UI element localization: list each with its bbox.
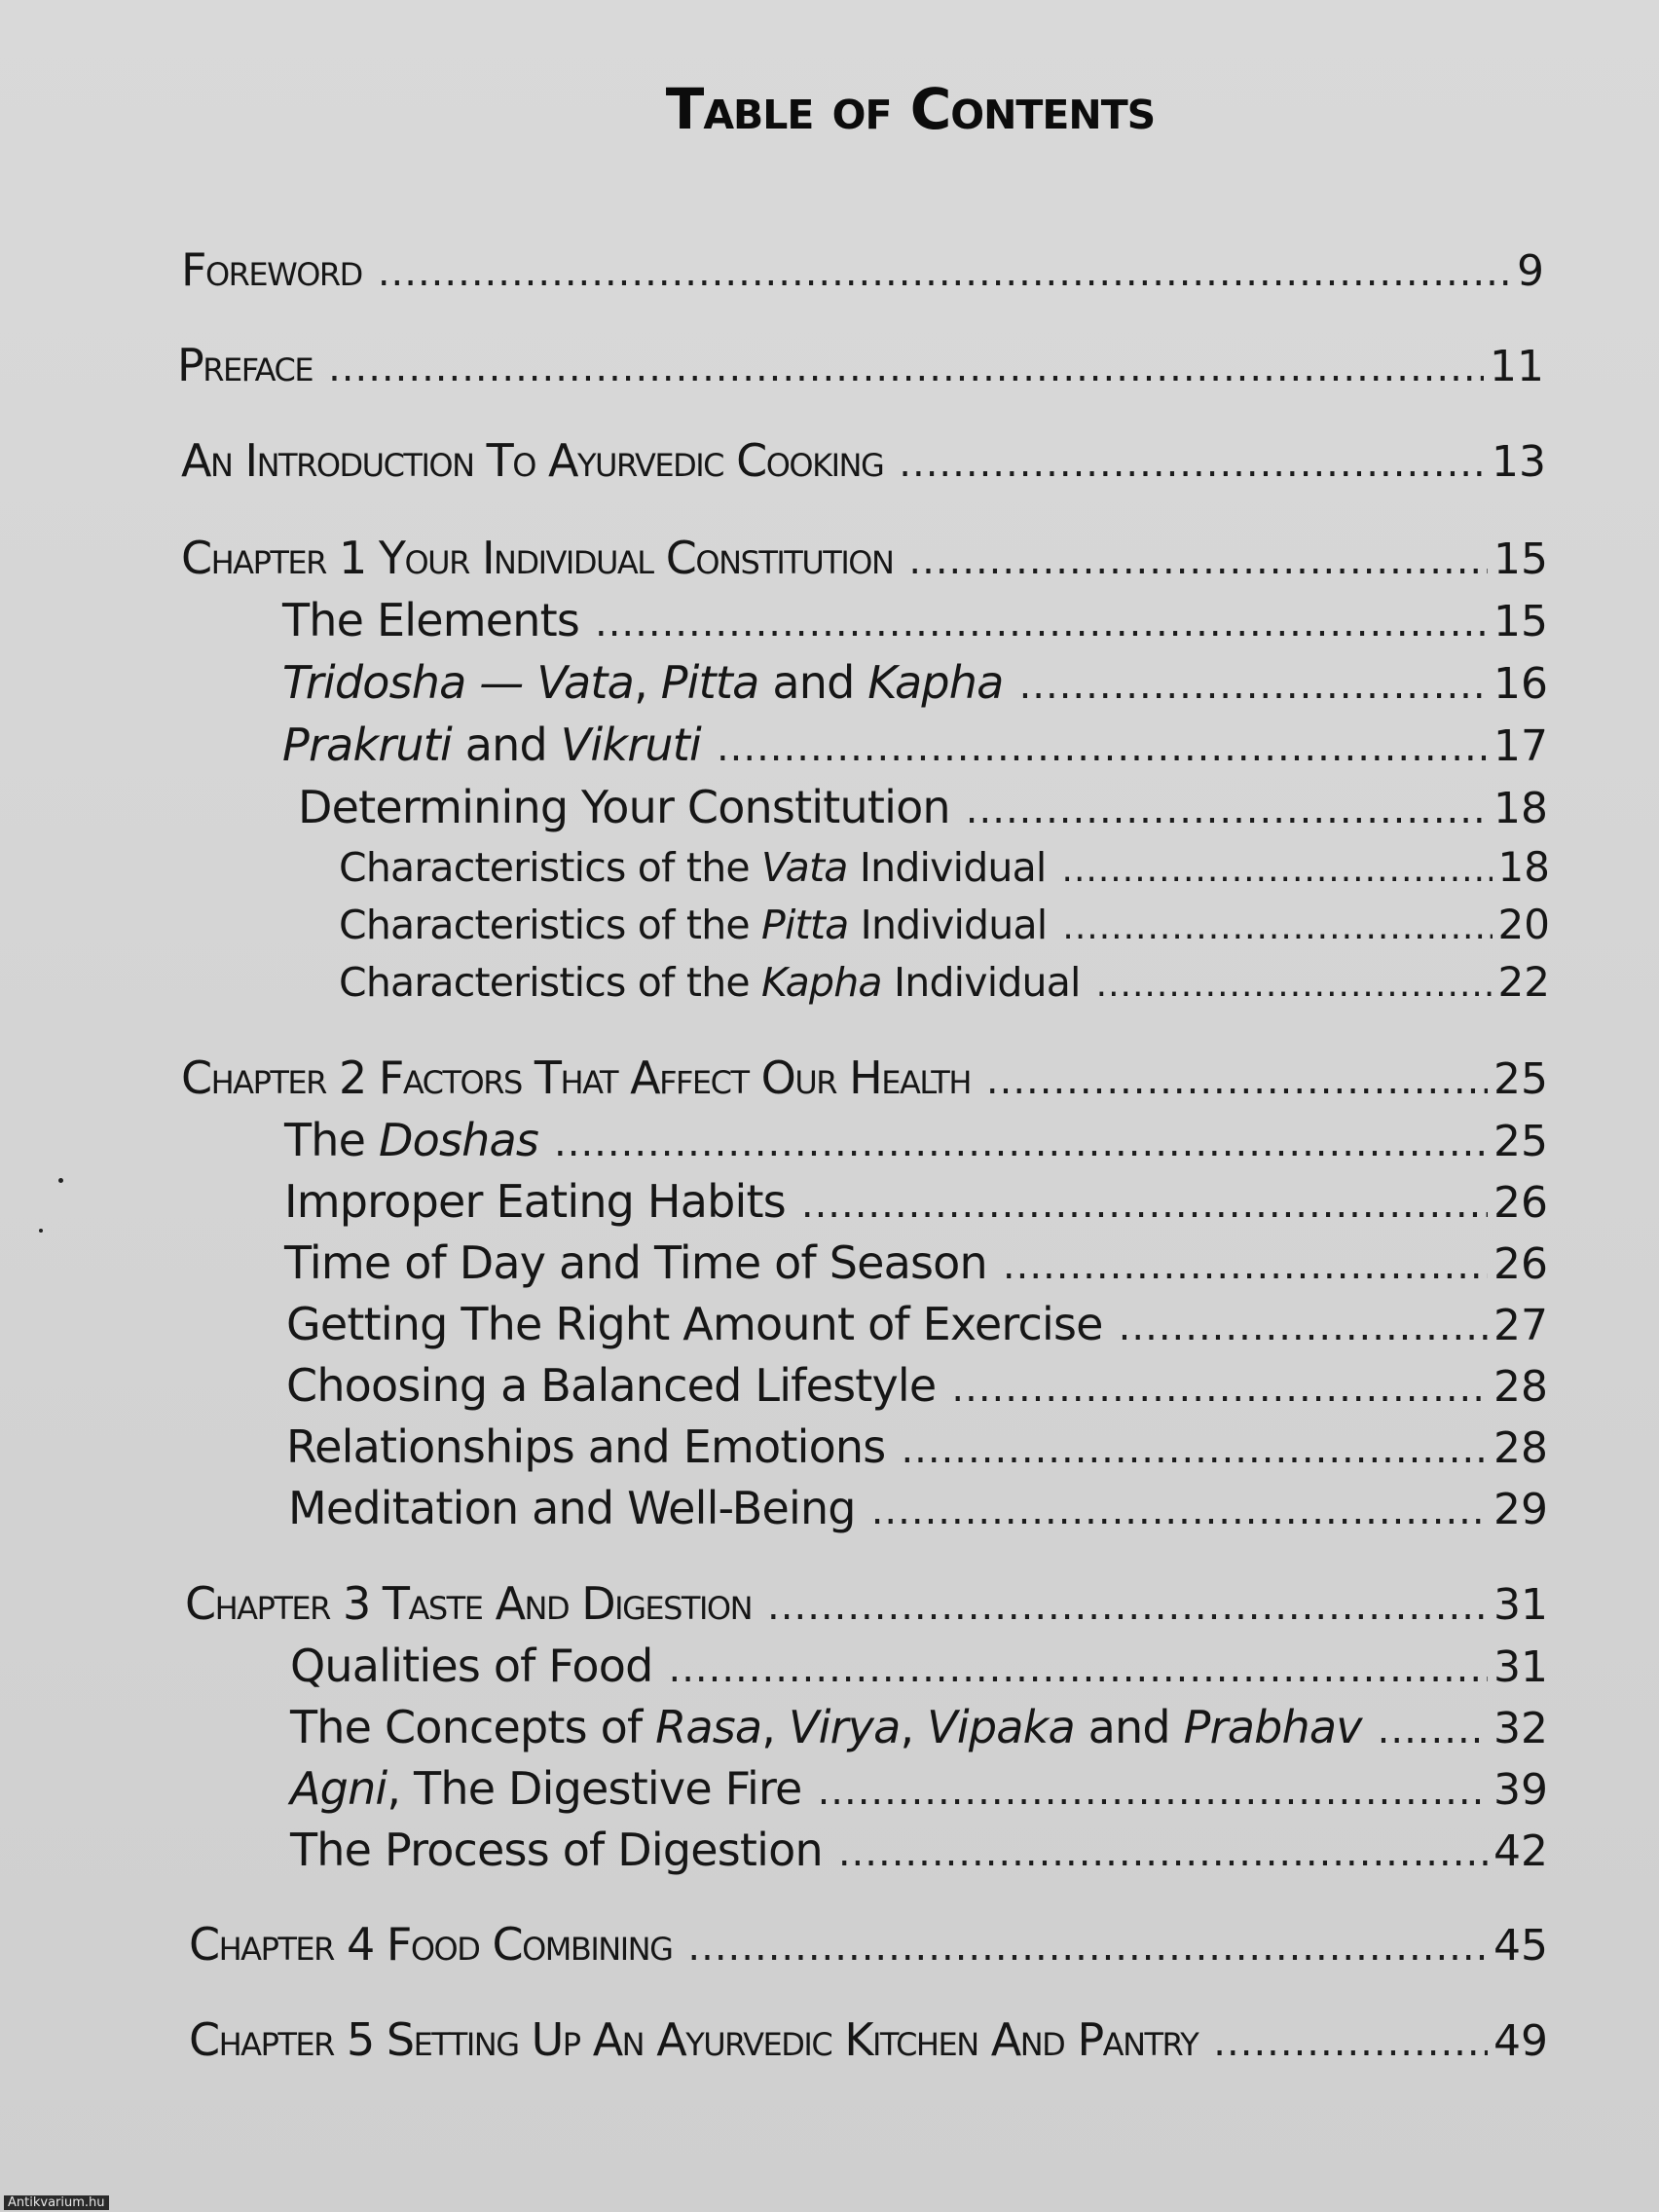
toc-entry-chapter-3[interactable] bbox=[185, 1577, 1548, 1630]
page-title: Table of Contents bbox=[665, 76, 1156, 142]
text-fragment: Individual bbox=[848, 902, 1048, 948]
toc-entry-chapter-4[interactable] bbox=[189, 1918, 1548, 1971]
text-fragment: Individual bbox=[881, 959, 1081, 1006]
dot-leader bbox=[1062, 907, 1492, 947]
entry-page-number: 39 bbox=[1493, 1765, 1548, 1815]
entry-page-number: 31 bbox=[1493, 1580, 1548, 1630]
entry-page-number: 27 bbox=[1493, 1301, 1548, 1350]
entry-page-number: 11 bbox=[1490, 342, 1544, 391]
entry-label: Chapter 5 Setting Up An Ayurvedic Kitchen And Pantry bbox=[189, 2013, 1198, 2066]
toc-entry-lifestyle[interactable] bbox=[286, 1359, 1548, 1412]
paper-speck bbox=[58, 1178, 63, 1183]
entry-page-number: 42 bbox=[1493, 1826, 1548, 1876]
toc-entry-chapter-2[interactable] bbox=[181, 1051, 1548, 1104]
entry-page-number: 26 bbox=[1493, 1178, 1548, 1228]
entry-page-number: 9 bbox=[1517, 246, 1544, 296]
entry-page-number: 28 bbox=[1493, 1362, 1548, 1412]
entry-label: The Process of Digestion bbox=[290, 1824, 823, 1876]
toc-entry-time-of-day[interactable] bbox=[284, 1236, 1548, 1289]
entry-label: Chapter 4 Food Combining bbox=[189, 1918, 673, 1971]
dot-leader bbox=[986, 1058, 1488, 1103]
entry-page-number: 22 bbox=[1497, 958, 1550, 1006]
italic-term: Rasa bbox=[655, 1701, 762, 1753]
entry-label: Chapter 2 Factors That Affect Our Health bbox=[181, 1051, 971, 1104]
entry-label: An Introduction To Ayurvedic Cooking bbox=[181, 434, 884, 487]
toc-entry-foreword[interactable] bbox=[181, 243, 1544, 296]
dot-leader bbox=[717, 725, 1488, 770]
entry-page-number: 31 bbox=[1493, 1642, 1548, 1692]
toc-entry-eating-habits[interactable] bbox=[284, 1175, 1548, 1228]
toc-entry-chapter-5[interactable] bbox=[189, 2013, 1548, 2066]
toc-entry-qualities-of-food[interactable] bbox=[290, 1640, 1548, 1692]
italic-term: Vikruti bbox=[560, 719, 701, 771]
italic-term: Pitta bbox=[761, 902, 849, 948]
text-fragment: and bbox=[758, 656, 868, 709]
text-fragment: Characteristics of the bbox=[339, 902, 762, 948]
toc-entry-the-doshas[interactable] bbox=[284, 1114, 1548, 1166]
dot-leader bbox=[328, 346, 1484, 390]
entry-page-number: 18 bbox=[1497, 843, 1550, 891]
text-fragment: Individual bbox=[847, 844, 1047, 891]
dot-leader bbox=[668, 1646, 1488, 1691]
toc-entry-agni[interactable] bbox=[290, 1762, 1548, 1815]
entry-label bbox=[282, 719, 701, 771]
toc-entry-process-of-digestion[interactable] bbox=[290, 1824, 1548, 1876]
dot-leader bbox=[1213, 2020, 1488, 2065]
entry-label bbox=[284, 1114, 538, 1166]
dot-leader bbox=[1062, 850, 1493, 890]
entry-page-number: 17 bbox=[1493, 721, 1548, 771]
toc-entry-meditation[interactable] bbox=[288, 1482, 1548, 1534]
dot-leader bbox=[908, 538, 1488, 583]
entry-page-number: 25 bbox=[1493, 1054, 1548, 1104]
toc-entry-introduction[interactable] bbox=[181, 434, 1546, 487]
toc-entry-pitta-individual[interactable] bbox=[339, 901, 1550, 948]
entry-label bbox=[290, 1701, 1362, 1753]
entry-label: Qualities of Food bbox=[290, 1640, 653, 1692]
text-fragment: , bbox=[900, 1701, 928, 1753]
toc-entry-exercise[interactable] bbox=[286, 1298, 1548, 1350]
toc-entry-determining-constitution[interactable] bbox=[298, 781, 1548, 833]
text-fragment: , bbox=[761, 1701, 789, 1753]
entry-label: Getting The Right Amount of Exercise bbox=[286, 1298, 1103, 1350]
dot-leader bbox=[966, 788, 1488, 832]
italic-term: Pitta bbox=[660, 656, 759, 709]
toc-entry-relationships[interactable] bbox=[286, 1420, 1548, 1473]
dot-leader bbox=[901, 1427, 1488, 1472]
toc-entry-tridosha[interactable] bbox=[282, 656, 1548, 709]
text-fragment: , The Digestive Fire bbox=[387, 1762, 802, 1815]
text-fragment: and bbox=[451, 719, 561, 771]
dot-leader bbox=[951, 1366, 1488, 1411]
dot-leader bbox=[554, 1121, 1488, 1165]
entry-label: Meditation and Well-Being bbox=[288, 1482, 856, 1534]
entry-page-number: 26 bbox=[1493, 1239, 1548, 1289]
entry-label: Improper Eating Habits bbox=[284, 1175, 786, 1228]
dot-leader bbox=[838, 1830, 1488, 1875]
entry-page-number: 28 bbox=[1493, 1423, 1548, 1473]
italic-term: Prabhav bbox=[1183, 1701, 1362, 1753]
entry-page-number: 32 bbox=[1493, 1704, 1548, 1753]
italic-term: Kapha bbox=[761, 959, 882, 1006]
watermark: Antikvarium.hu bbox=[4, 2195, 109, 2210]
dot-leader bbox=[1119, 1305, 1488, 1349]
entry-label: Preface bbox=[177, 339, 313, 391]
dot-leader bbox=[818, 1769, 1488, 1814]
entry-label: Foreword bbox=[181, 243, 362, 296]
entry-label: Time of Day and Time of Season bbox=[284, 1236, 987, 1289]
entry-page-number: 15 bbox=[1493, 535, 1548, 584]
dot-leader bbox=[899, 441, 1486, 486]
dot-leader bbox=[1096, 965, 1493, 1005]
italic-term: Vipaka bbox=[927, 1701, 1075, 1753]
dot-leader bbox=[1378, 1708, 1488, 1752]
toc-entry-vata-individual[interactable] bbox=[339, 843, 1550, 891]
text-fragment: and bbox=[1074, 1701, 1184, 1753]
toc-entry-prakruti-vikruti[interactable] bbox=[282, 719, 1548, 771]
toc-entry-the-elements[interactable] bbox=[282, 594, 1548, 646]
italic-term: Prakruti bbox=[282, 719, 452, 771]
dot-leader bbox=[871, 1489, 1488, 1533]
italic-term: Tridosha — Vata bbox=[282, 656, 635, 709]
italic-term: Vata bbox=[761, 844, 848, 891]
italic-term: Kapha bbox=[867, 656, 1004, 709]
entry-label: Determining Your Constitution bbox=[298, 781, 950, 833]
italic-term: Agni bbox=[290, 1762, 387, 1815]
paper-speck bbox=[39, 1229, 43, 1233]
text-fragment: The Concepts of bbox=[290, 1701, 656, 1753]
dot-leader bbox=[595, 601, 1488, 645]
toc-entry-concepts[interactable] bbox=[290, 1701, 1548, 1753]
italic-term: Doshas bbox=[378, 1114, 539, 1166]
dot-leader bbox=[1003, 1243, 1488, 1288]
entry-page-number: 25 bbox=[1493, 1117, 1548, 1166]
entry-page-number: 15 bbox=[1493, 597, 1548, 646]
entry-page-number: 16 bbox=[1493, 659, 1548, 709]
dot-leader bbox=[801, 1182, 1488, 1227]
entry-page-number: 20 bbox=[1497, 901, 1550, 948]
text-fragment: Characteristics of the bbox=[339, 844, 762, 891]
text-fragment: The bbox=[284, 1114, 379, 1166]
text-fragment: Characteristics of the bbox=[339, 959, 762, 1006]
toc-entry-preface[interactable] bbox=[177, 339, 1544, 391]
dot-leader bbox=[1019, 663, 1488, 708]
dot-leader bbox=[687, 1925, 1488, 1970]
entry-label bbox=[282, 656, 1004, 709]
entry-label: The Elements bbox=[282, 594, 579, 646]
entry-page-number: 45 bbox=[1493, 1921, 1548, 1971]
entry-label: Chapter 1 Your Individual Constitution bbox=[181, 532, 894, 584]
entry-label: Choosing a Balanced Lifestyle bbox=[286, 1359, 937, 1412]
entry-label: Relationships and Emotions bbox=[286, 1420, 886, 1473]
text-fragment: , bbox=[634, 656, 661, 709]
entry-label bbox=[339, 902, 1047, 948]
toc-entry-chapter-1[interactable] bbox=[181, 532, 1548, 584]
dot-leader bbox=[767, 1584, 1488, 1629]
toc-entry-kapha-individual[interactable] bbox=[339, 958, 1550, 1006]
entry-page-number: 49 bbox=[1493, 2016, 1548, 2066]
entry-page-number: 18 bbox=[1493, 784, 1548, 833]
entry-label bbox=[290, 1762, 802, 1815]
entry-page-number: 13 bbox=[1492, 437, 1546, 487]
entry-label bbox=[339, 959, 1081, 1006]
entry-page-number: 29 bbox=[1493, 1485, 1548, 1534]
italic-term: Virya bbox=[788, 1701, 901, 1753]
dot-leader bbox=[378, 250, 1511, 295]
entry-label bbox=[339, 844, 1047, 891]
entry-label: Chapter 3 Taste And Digestion bbox=[185, 1577, 753, 1630]
